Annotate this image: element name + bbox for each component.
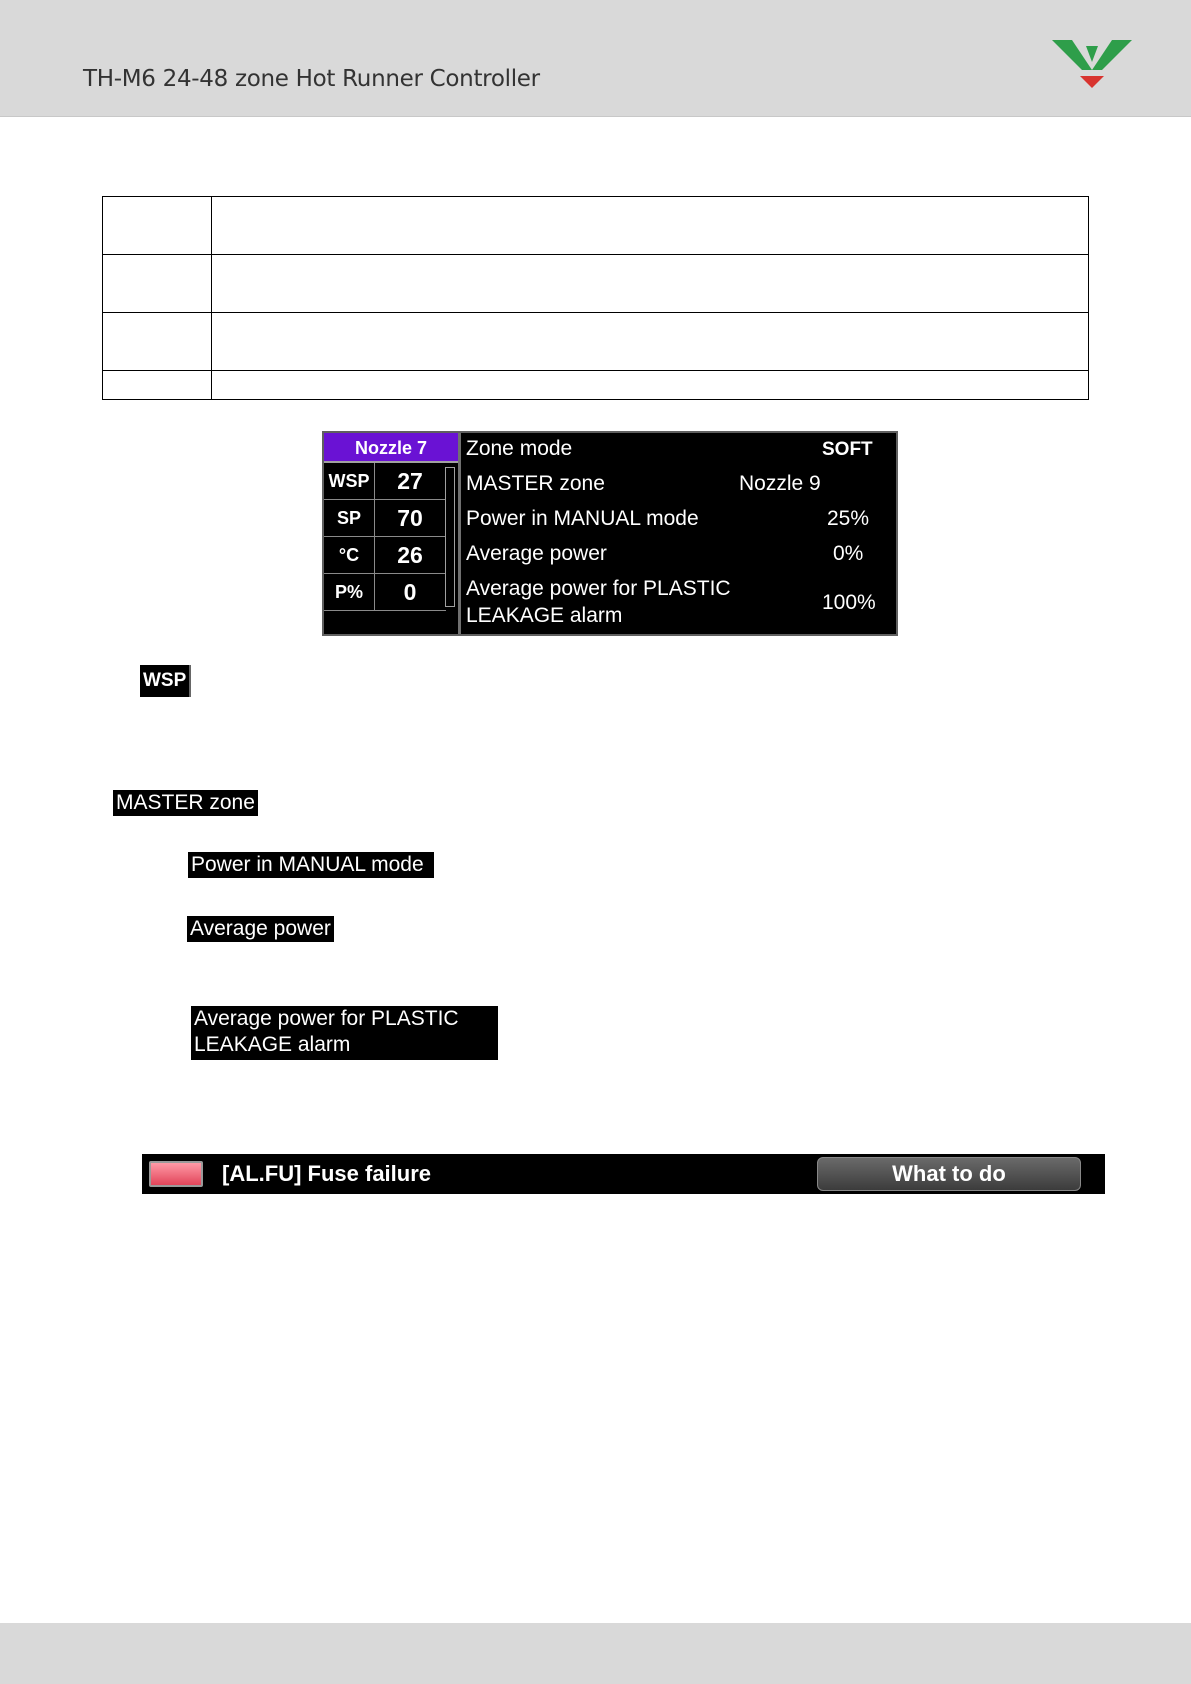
- setting-average-power[interactable]: [464, 542, 894, 572]
- table-cell: [103, 197, 212, 255]
- zone-row-label: P%: [324, 574, 375, 610]
- setting-value: SOFT: [822, 439, 873, 460]
- power-manual-label: Power in MANUAL mode: [188, 852, 434, 878]
- zone-row-label: WSP: [324, 463, 375, 499]
- zone-row-value: 70: [397, 505, 423, 531]
- leakage-alarm-label: [191, 1006, 498, 1060]
- table-cell: [212, 371, 1089, 400]
- setting-name: MASTER zone: [466, 472, 605, 495]
- table-cell: [212, 255, 1089, 313]
- setting-power-manual[interactable]: [464, 507, 894, 537]
- setting-zone-mode[interactable]: [464, 437, 894, 467]
- table-row: [103, 255, 1089, 313]
- setting-master-zone[interactable]: [464, 472, 894, 502]
- setting-name-line2: LEAKAGE alarm: [466, 604, 623, 627]
- zone-row-label: °C: [324, 537, 375, 573]
- setting-value: 0%: [833, 542, 864, 565]
- zone-scrollbar[interactable]: [445, 467, 455, 607]
- setting-value: 100%: [822, 591, 876, 614]
- alarm-message: [AL.FU] Fuse failure: [222, 1161, 432, 1186]
- zone-row-power[interactable]: [324, 574, 446, 611]
- zone-row-temperature[interactable]: [324, 537, 446, 574]
- page-header: [0, 0, 1191, 117]
- page-footer: [0, 1623, 1191, 1684]
- leakage-alarm-label-line2: LEAKAGE alarm: [194, 1033, 351, 1056]
- setting-value: 25%: [827, 507, 870, 530]
- average-power-label: Average power: [187, 916, 334, 942]
- setting-name: Power in MANUAL mode: [466, 507, 699, 530]
- zone-row-value: 0: [403, 579, 417, 605]
- table-row: [103, 371, 1089, 400]
- table-cell: [212, 197, 1089, 255]
- wsp-label: WSP: [140, 665, 191, 697]
- settings-column: [464, 433, 894, 634]
- zone-values-column: [324, 433, 461, 634]
- company-logo-icon: [1050, 38, 1134, 92]
- what-to-do-button[interactable]: What to do: [817, 1157, 1081, 1191]
- table-row: [103, 313, 1089, 371]
- setting-name: Average power: [466, 542, 607, 565]
- setting-name: Zone mode: [466, 437, 573, 460]
- table-row: [103, 197, 1089, 255]
- parameter-table: [102, 196, 1089, 400]
- zone-row-value: 26: [397, 542, 423, 568]
- leakage-alarm-label-line1: Average power for PLASTIC: [194, 1007, 459, 1030]
- master-zone-label: MASTER zone: [113, 790, 258, 816]
- zone-row-value: 27: [397, 468, 423, 494]
- zone-row-sp[interactable]: [324, 500, 446, 537]
- zone-row-wsp[interactable]: [324, 463, 446, 500]
- zone-row-label: SP: [324, 500, 375, 536]
- table-cell: [103, 371, 212, 400]
- document-title: TH-M6 24-48 zone Hot Runner Controller: [83, 66, 540, 92]
- alarm-indicator-icon: [149, 1161, 203, 1187]
- setting-leakage-alarm-power[interactable]: [464, 577, 894, 631]
- table-cell: [212, 313, 1089, 371]
- setting-name-line1: Average power for PLASTIC: [466, 577, 731, 600]
- setting-value: Nozzle 9: [739, 472, 821, 495]
- table-cell: [103, 313, 212, 371]
- table-cell: [103, 255, 212, 313]
- zone-settings-panel: [322, 431, 898, 636]
- nozzle-title[interactable]: Nozzle 7: [324, 433, 458, 463]
- alarm-bar: [142, 1154, 1105, 1194]
